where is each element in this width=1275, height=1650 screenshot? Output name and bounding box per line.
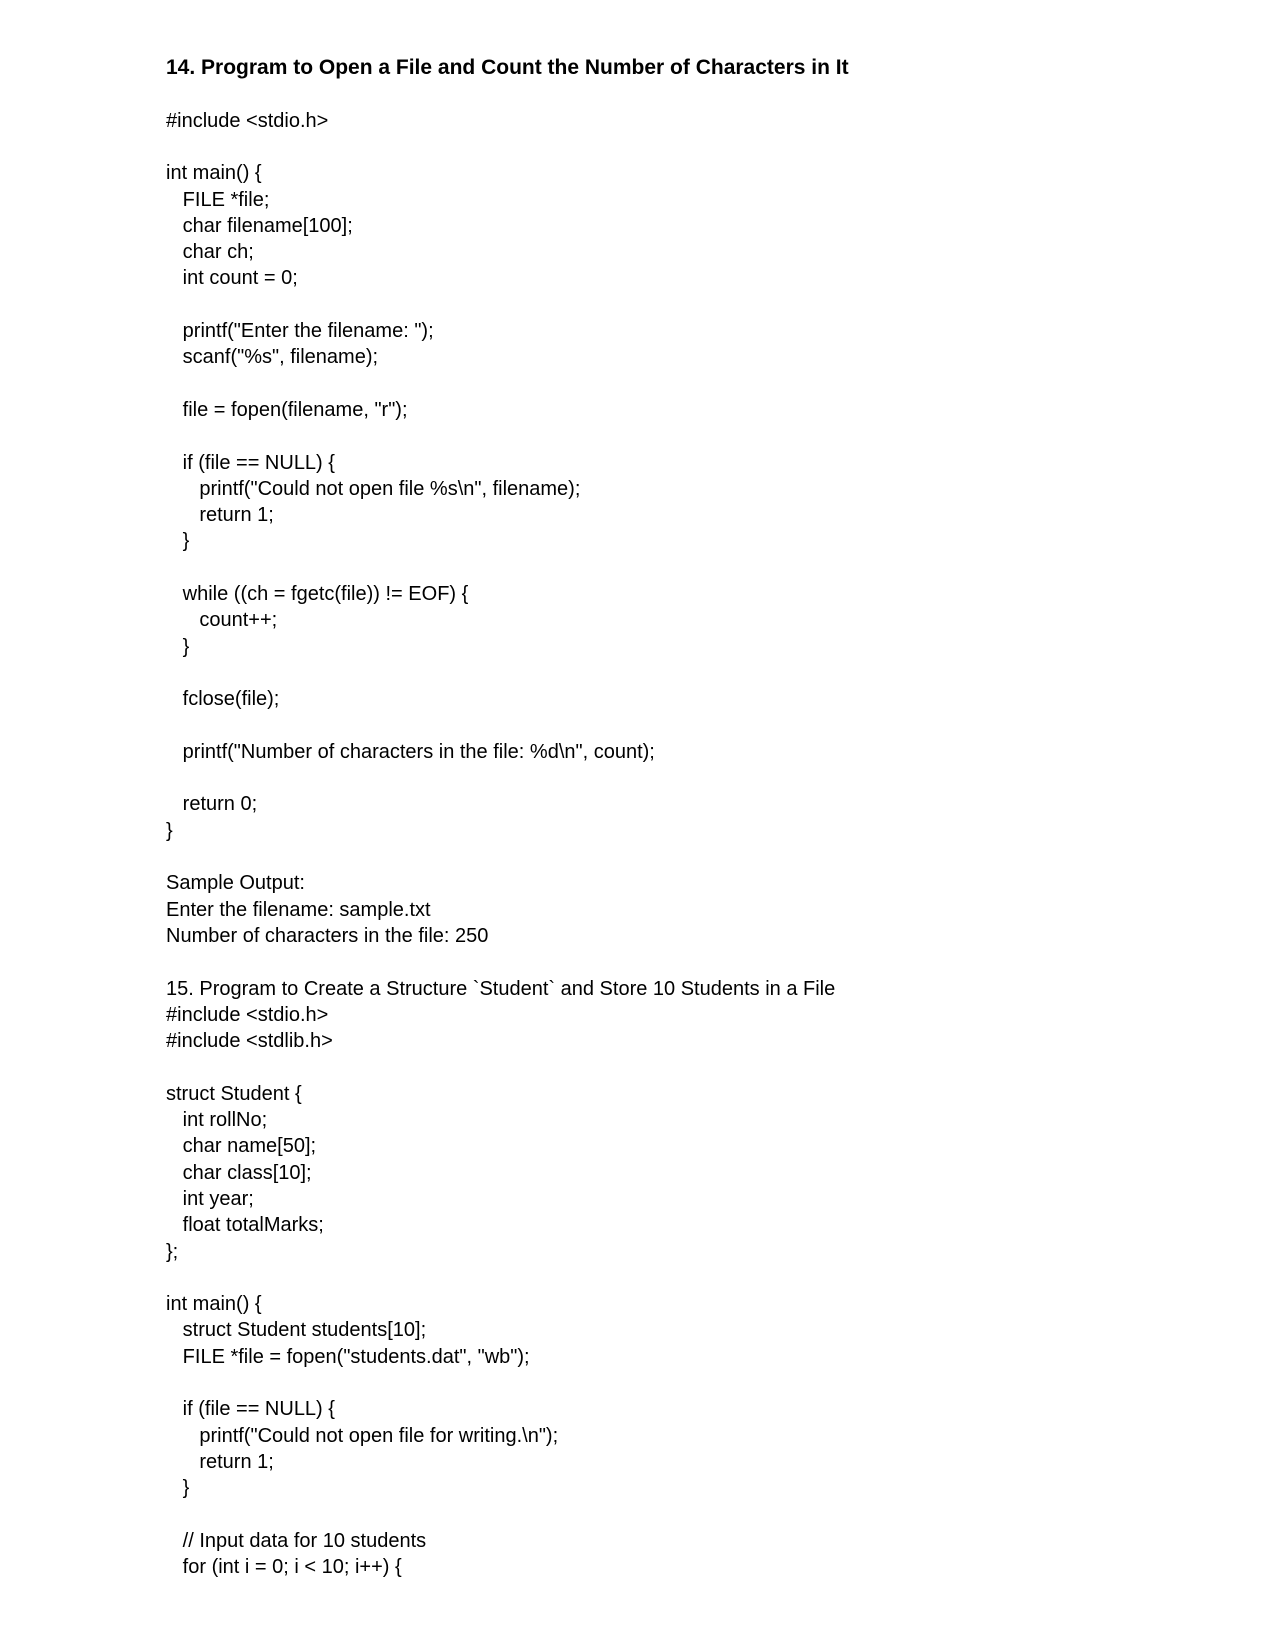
document-line: scanf("%s", filename); xyxy=(166,346,379,369)
document-line: } xyxy=(166,635,190,658)
document-line: char class[10]; xyxy=(166,1161,312,1184)
document-line: 15. Program to Create a Structure `Student` and Store 10 Students in a File xyxy=(166,977,836,1000)
document-line: return 1; xyxy=(166,1450,274,1473)
document-line: struct Student { xyxy=(166,1082,302,1105)
document-line: file = fopen(filename, "r"); xyxy=(166,398,408,421)
document-line: Sample Output: xyxy=(166,872,305,895)
document-line: if (file == NULL) { xyxy=(166,451,335,474)
document-line: Number of characters in the file: 250 xyxy=(166,924,489,947)
document-line: int rollNo; xyxy=(166,1109,268,1131)
document-line: printf("Could not open file %s\n", filename); xyxy=(166,477,581,500)
document-line: printf("Number of characters in the file: %d\n", count); xyxy=(166,740,655,763)
document-line: int count = 0; xyxy=(166,267,298,290)
document-line: char filename[100]; xyxy=(166,214,353,237)
document-line: printf("Could not open file for writing.\n"); xyxy=(166,1424,559,1447)
document-line: int main() { xyxy=(166,1293,262,1316)
document-line: } xyxy=(166,530,190,553)
document-line: FILE *file = fopen("students.dat", "wb"); xyxy=(166,1345,530,1368)
document-line: return 1; xyxy=(166,504,274,527)
document-line: char ch; xyxy=(166,241,254,264)
document-line: } xyxy=(166,1477,190,1500)
document-line: } xyxy=(166,819,173,842)
document-line: for (int i = 0; i < 10; i++) { xyxy=(166,1556,402,1579)
document-line: Enter the filename: sample.txt xyxy=(166,898,431,921)
section-heading: 14. Program to Open a File and Count the Number of Characters in It xyxy=(166,56,849,79)
document-line: #include <stdlib.h> xyxy=(166,1030,333,1053)
document-line: while ((ch = fgetc(file)) != EOF) { xyxy=(166,583,469,605)
document-line: fclose(file); xyxy=(166,688,280,711)
document-line: }; xyxy=(166,1240,179,1263)
document-line: int main() { xyxy=(166,162,262,185)
document-line: // Input data for 10 students xyxy=(166,1529,427,1552)
document-line: float totalMarks; xyxy=(166,1214,324,1237)
document-line: printf("Enter the filename: "); xyxy=(166,320,434,342)
document-line: return 0; xyxy=(166,793,258,816)
document-line: count++; xyxy=(166,609,278,632)
document-line: char name[50]; xyxy=(166,1135,317,1158)
document-line: if (file == NULL) { xyxy=(166,1398,335,1421)
document-line: FILE *file; xyxy=(166,188,270,211)
document-line: int year; xyxy=(166,1187,254,1210)
document-line: #include <stdio.h> xyxy=(166,109,329,132)
document-line: #include <stdio.h> xyxy=(166,1003,329,1026)
document-line: struct Student students[10]; xyxy=(166,1319,427,1342)
